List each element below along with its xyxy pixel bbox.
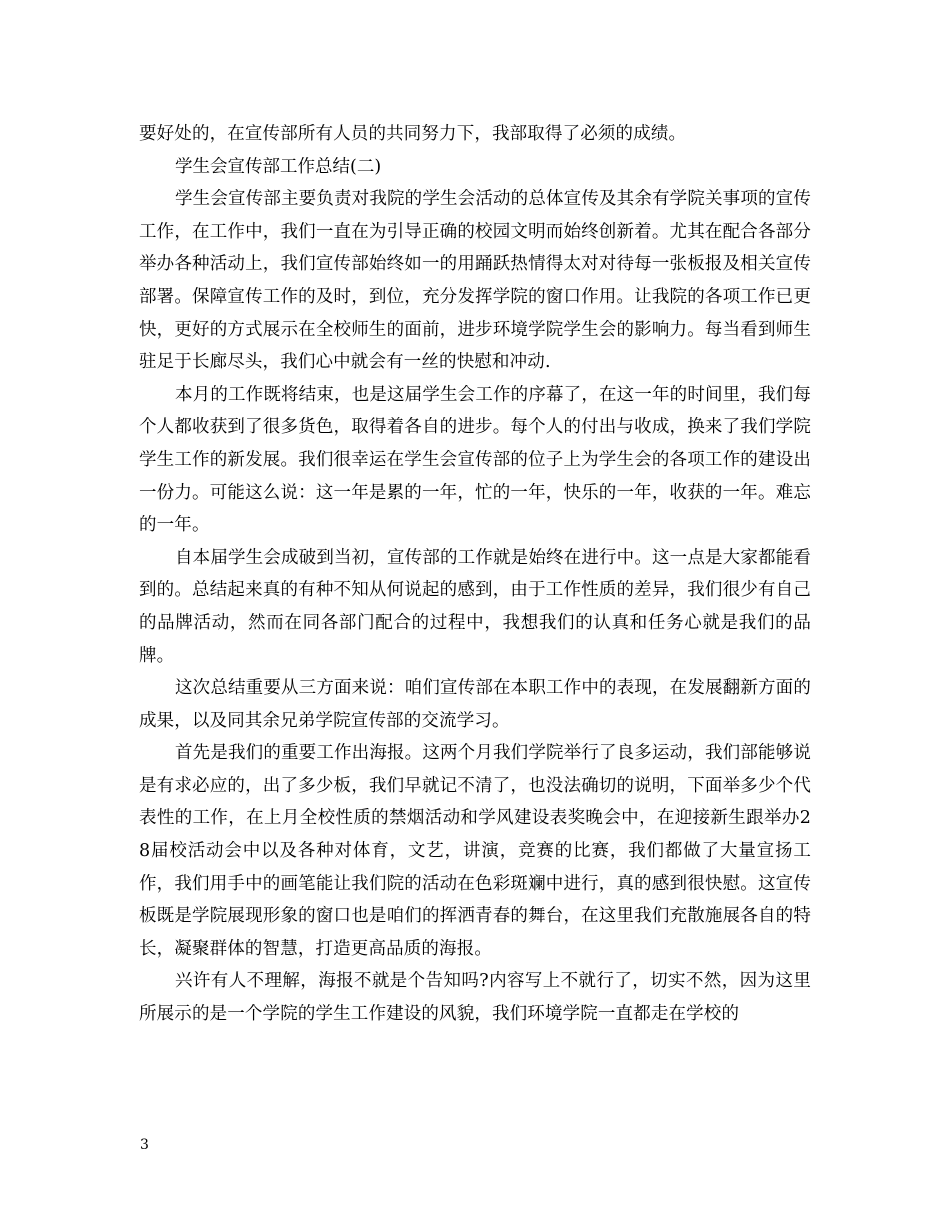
page-number: 3	[140, 1137, 149, 1153]
paragraph: 这次总结重要从三方面来说：咱们宣传部在本职工作中的表现，在发展翻新方面的成果，以及同其余兄弟学院宣传部的交流学习。	[139, 678, 811, 731]
paragraph: 兴许有人不理解，海报不就是个告知吗?内容写上不就行了，切实不然，因为这里所展示的是一个学院的学生工作建设的风貌，我们环境学院一直都走在学校的	[139, 971, 811, 1025]
section-heading: 学生会宣传部工作总结(二)	[175, 156, 382, 177]
paragraph-continuation: 要好处的，在宣传部所有人员的共同努力下，我部取得了必须的成绩。	[139, 124, 687, 144]
paragraph: 自本届学生会成破到当初，宣传部的工作就是始终在进行中。这一点是大家都能看到的。总结起来真的有种不知从何说起的感到，由于工作性质的差异，我们很少有自己的品牌活动，然而在同各部门配合的过程中，我想我们的认真和任务心就是我们的品牌。	[139, 547, 811, 666]
document-body	[139, 118, 811, 1031]
paragraph: 学生会宣传部主要负责对我院的学生会活动的总体宣传及其余有学院关事项的宣传工作，在工作中，我们一直在为引导正确的校园文明而始终创新着。尤其在配合各部分举办各种活动上，我们宣传部始终如一的用踊跃热情得太对对待每一张板报及相关宣传部署。保障宣传工作的及时，到位，充分发挥学院的窗口作用。让我院的各项工作已更快，更好的方式展示在全校师生的面前，进步环境学院学生会的影响力。每当看到师生驻足于长廊尽头，我们心中就会有一丝的快慰和冲动.	[139, 189, 811, 373]
paragraph: 首先是我们的重要工作出海报。这两个月我们学院举行了良多运动，我们部能够说是有求必应的，出了多少板，我们早就记不清了，也没法确切的说明，下面举多少个代表性的工作，在上月全校性质的禁烟活动和学风建设表奖晚会中，在迎接新生跟举办28届校活动会中以及各种对体育，文艺，讲演，竞赛的比赛，我们都做了大量宣扬工作，我们用手中的画笔能让我们院的活动在色彩斑斓中进行，真的感到很快慰。这宣传板既是学院展现形象的窗口也是咱们的挥洒青春的舞台，在这里我们充散施展各自的特长，凝聚群体的智慧，打造更高品质的海报。	[139, 743, 811, 959]
paragraph: 本月的工作既将结束，也是这届学生会工作的序幕了，在这一年的时间里，我们每个人都收获到了很多货色，取得着各自的进步。每个人的付出与收成，换来了我们学院学生工作的新发展。我们很幸运在学生会宣传部的位子上为学生会的各项工作的建设出一份力。可能这么说：这一年是累的一年，忙的一年，快乐的一年，收获的一年。难忘的一年。	[139, 384, 811, 536]
